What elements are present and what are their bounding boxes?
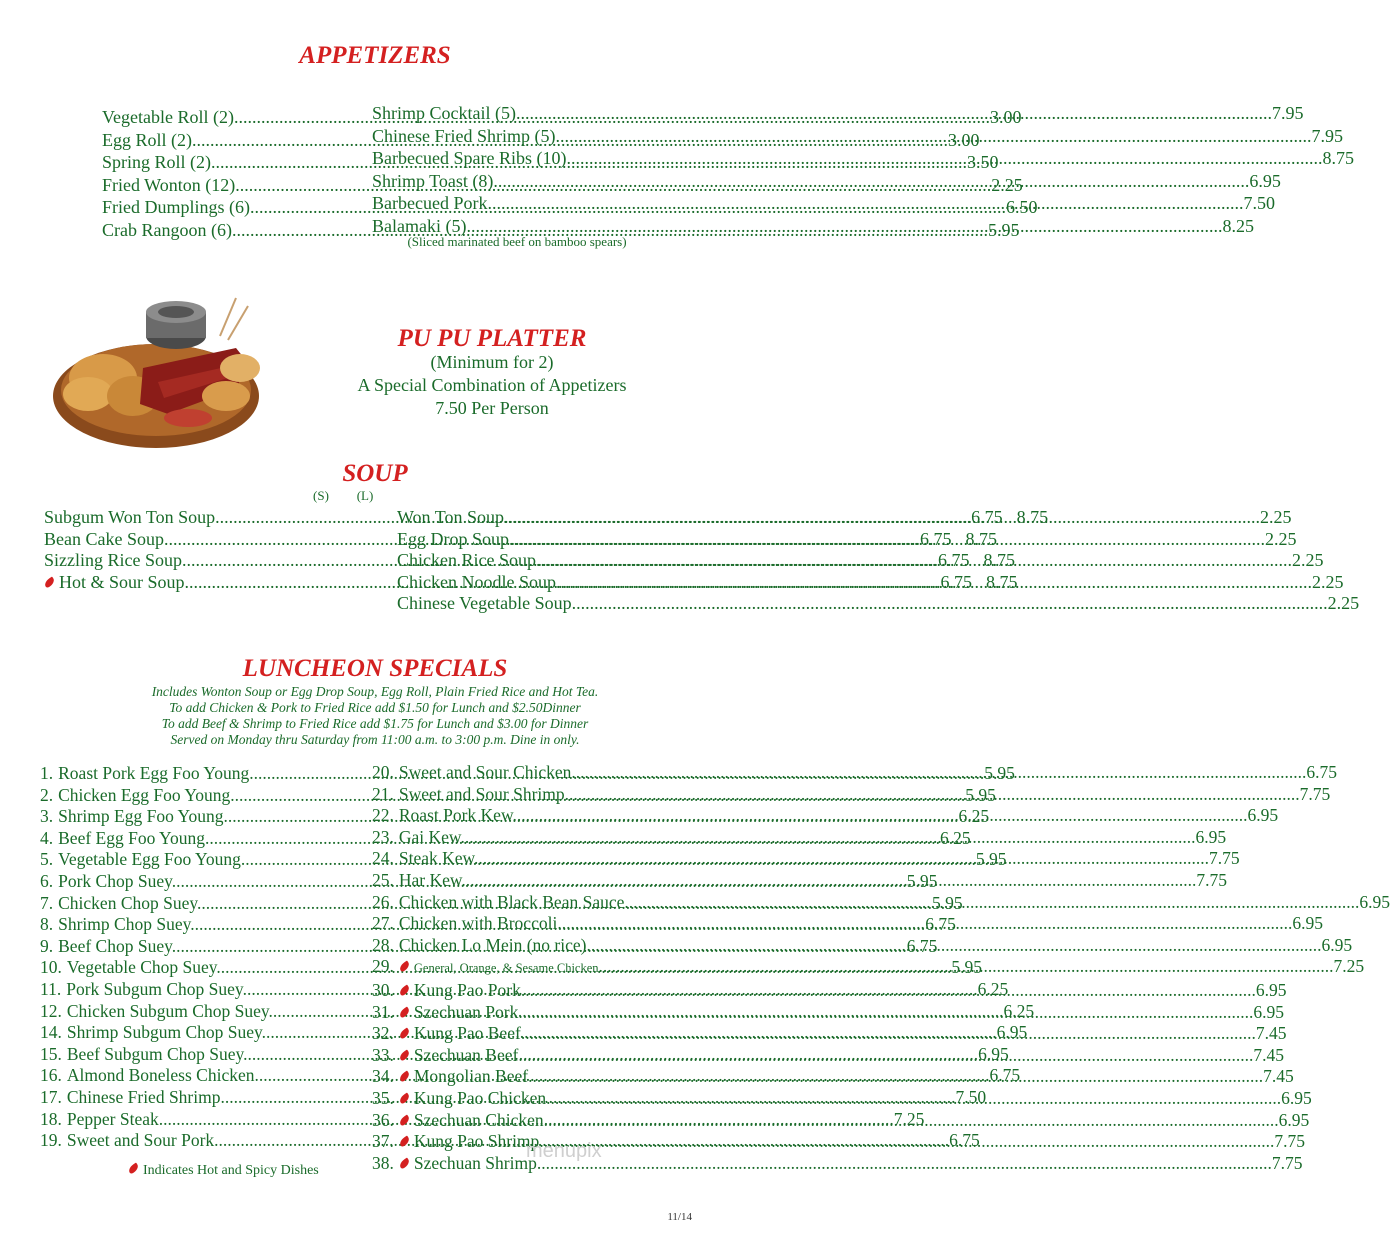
item-label: [44, 572, 185, 592]
item-price: 7.50: [1243, 193, 1275, 214]
leader-dots: [460, 827, 1195, 847]
leader-dots: [565, 784, 1300, 804]
soup-title: SOUP: [342, 460, 408, 487]
item-number: 31.: [372, 1001, 394, 1022]
chili-pepper-icon: [398, 961, 411, 973]
leader-dots: [521, 980, 1256, 1000]
pupu-platter-image: [48, 296, 263, 456]
item-name: Szechuan Pork: [413, 1001, 519, 1022]
luncheon-note-line: Served on Monday thru Saturday from 11:00 a.m. to 3:00 p.m. Dine in only.: [170, 732, 580, 747]
item-number: 12.: [40, 1000, 62, 1021]
spicy-legend: [128, 1163, 319, 1179]
item-price: 5.95: [965, 784, 996, 805]
item-number: 8.: [40, 914, 54, 935]
item-price: 5.95: [951, 957, 983, 978]
item-name: Almond Boneless Chicken: [66, 1065, 255, 1086]
item-number: 38.: [372, 1152, 394, 1173]
item-name: Chicken Noodle Soup: [397, 571, 556, 592]
leader-dots: [461, 870, 1196, 890]
item-label: [40, 936, 172, 956]
item-label: [40, 1087, 220, 1107]
item-number: 33.: [372, 1044, 394, 1065]
item-label: [372, 980, 521, 1000]
leader-dots: [509, 529, 1265, 549]
leader-dots: [474, 848, 1209, 868]
item-price: 8.75: [1322, 148, 1354, 169]
item-name: Roast Pork Egg Foo Young: [58, 763, 250, 783]
item-price: 5.95: [987, 219, 1020, 240]
item-name: Kung Pao Shrimp: [413, 1131, 540, 1152]
leader-dots: [624, 892, 1359, 912]
item-label: [372, 1153, 537, 1173]
item-name: Pork Subgum Chop Suey: [66, 978, 243, 999]
item-name: General, Orange, & Sesame Chicken: [413, 961, 599, 976]
item-name: Har Kew: [398, 869, 462, 890]
item-label: [372, 126, 555, 146]
item-label: [40, 785, 230, 805]
item-label: [40, 763, 249, 783]
item-number: 34.: [372, 1066, 394, 1087]
item-number: 15.: [40, 1043, 62, 1064]
item-name: Kung Pao Chicken: [413, 1087, 547, 1108]
chili-pepper-icon: [398, 1006, 411, 1018]
item-name: Fried Dumplings (6): [102, 197, 250, 218]
item-name: Hot & Sour Soup: [59, 571, 185, 592]
item-name: Spring Roll (2): [102, 152, 212, 173]
item-name: Egg Drop Soup: [397, 528, 509, 549]
item-name: Sweet and Sour Pork: [66, 1130, 215, 1151]
item-name: Vegetable Roll (2): [102, 107, 234, 127]
item-price-large: 8.75: [965, 528, 997, 549]
item-name: Gai Kew: [398, 826, 461, 847]
item-label: [372, 913, 557, 933]
item-number: 10.: [40, 957, 62, 978]
item-label: [372, 1002, 518, 1022]
chili-pepper-icon: [398, 1028, 411, 1040]
item-number: 11.: [40, 978, 62, 999]
item-label: [40, 806, 223, 826]
item-label: [372, 1131, 539, 1151]
item-name: Barbecued Spare Ribs (10): [372, 148, 567, 169]
item-label: [40, 893, 197, 913]
item-name: Shrimp Chop Suey: [58, 914, 191, 935]
item-price: 7.95: [1311, 125, 1343, 146]
luncheon-note-line: Includes Wonton Soup or Egg Drop Soup, Egg Roll, Plain Fried Rice and Hot Tea.: [151, 684, 599, 699]
chili-pepper-icon: [398, 984, 411, 996]
item-name: Chicken Chop Suey: [58, 892, 197, 913]
leader-dots: [466, 216, 1222, 236]
leader-dots: [528, 1066, 1263, 1086]
watermark: menupix: [526, 1140, 602, 1162]
item-price-small: 6.75: [938, 550, 970, 570]
item-name: Szechuan Shrimp: [413, 1152, 537, 1173]
item-name: Subgum Won Ton Soup: [44, 507, 216, 527]
legend-text: Indicates Hot and Spicy Dishes: [143, 1163, 319, 1178]
item-name: Szechuan Beef: [413, 1044, 519, 1065]
item-name: Shrimp Subgum Chop Suey: [66, 1022, 262, 1043]
item-name: Balamaki (5): [372, 215, 467, 236]
item-name: Chicken Rice Soup: [397, 550, 536, 570]
item-price: 7.75: [1271, 1152, 1303, 1173]
item-name: Pepper Steak: [66, 1108, 159, 1129]
leader-dots: [493, 171, 1249, 191]
luncheon-title: LUNCHEON SPECIALS: [242, 655, 508, 682]
item-price: 6.95: [1292, 913, 1323, 934]
item-price: 6.95: [978, 1043, 1009, 1064]
leader-dots: [572, 593, 1328, 613]
item-price: 3.50: [967, 152, 999, 173]
item-label: [40, 1001, 268, 1021]
item-price: 6.95: [1247, 805, 1279, 826]
item-price: 7.95: [1271, 103, 1304, 123]
item-number: 37.: [372, 1131, 394, 1152]
leader-dots: [512, 805, 1247, 825]
item-label: [372, 1045, 518, 1065]
item-name: Beef Subgum Chop Suey: [66, 1043, 244, 1064]
item-label: [40, 1130, 214, 1150]
item-price: 6.25: [1003, 1000, 1035, 1021]
leader-dots: [539, 1131, 1274, 1151]
item-number: 22.: [372, 805, 394, 826]
leader-dots: [487, 193, 1243, 213]
item-number: 3.: [40, 806, 54, 827]
item-price: 2.25: [1327, 593, 1360, 613]
item-price: 6.75: [906, 935, 938, 956]
chili-pepper-icon: [398, 1071, 411, 1083]
item-label: [372, 1088, 546, 1108]
item-price: 7.75: [1209, 848, 1240, 869]
item-label: [372, 762, 571, 782]
item-label: [40, 849, 241, 869]
leader-dots: [521, 1023, 1256, 1043]
item-price: 6.95: [996, 1022, 1028, 1043]
item-price: 6.95: [1249, 170, 1281, 191]
item-name: Mongolian Beef: [413, 1066, 529, 1087]
item-name: Sweet and Sour Chicken: [398, 762, 572, 782]
item-number: 29.: [372, 956, 394, 977]
item-label: [40, 1044, 243, 1064]
item-name: Vegetable Chop Suey: [66, 957, 217, 978]
item-price: 6.95: [1278, 1109, 1310, 1130]
item-label: [397, 593, 572, 613]
leader-dots: [557, 913, 1292, 933]
item-price: 7.45: [1253, 1044, 1284, 1065]
item-number: 36.: [372, 1109, 394, 1130]
item-price: 2.25: [1312, 571, 1344, 592]
leader-dots: [556, 572, 1312, 592]
leader-dots: [555, 126, 1311, 146]
item-label: [44, 507, 215, 527]
leader-dots: [586, 935, 1321, 955]
leader-dots: [566, 148, 1322, 168]
item-label: [372, 103, 516, 123]
item-price: 6.75: [925, 914, 956, 935]
item-number: 5.: [40, 849, 54, 870]
item-name: Chicken Lo Mein (no rice): [398, 934, 587, 955]
item-price-small: 6.75: [971, 507, 1003, 527]
item-name: Bean Cake Soup: [44, 528, 164, 549]
item-number: 23.: [372, 826, 394, 847]
pupu-title: PU PU PLATTER: [397, 325, 587, 352]
item-number: 20.: [372, 762, 394, 782]
item-name: Steak Kew: [398, 848, 475, 869]
item-price: 2.25: [1265, 528, 1297, 549]
item-price: 2.25: [1259, 507, 1292, 527]
chili-pepper-icon: [43, 576, 56, 588]
item-number: 14.: [40, 1022, 62, 1043]
item-price: 7.75: [1274, 1131, 1305, 1152]
item-price: 7.25: [893, 1108, 925, 1129]
item-price: 6.75: [949, 1130, 980, 1151]
leader-dots: [516, 103, 1272, 123]
item-label: [44, 529, 164, 549]
item-label: [102, 152, 211, 172]
menu-item: [44, 507, 1049, 529]
item-label: [372, 827, 460, 847]
chili-pepper-icon: [127, 1162, 140, 1174]
pupu-price: 7.50 Per Person: [435, 398, 549, 418]
item-label: [372, 870, 461, 890]
item-price-large: 8.75: [1016, 507, 1049, 527]
item-number: 17.: [40, 1086, 62, 1107]
item-number: 4.: [40, 827, 54, 848]
chili-pepper-icon: [398, 1092, 411, 1104]
item-name: Beef Egg Foo Young: [58, 827, 205, 848]
item-label: [102, 130, 192, 150]
item-number: 1.: [40, 763, 54, 783]
item-label: [40, 1022, 262, 1042]
item-number: 30.: [372, 979, 394, 1000]
item-price: 5.95: [984, 763, 1015, 783]
item-name: Shrimp Egg Foo Young: [58, 806, 224, 827]
item-name: Won Ton Soup: [397, 507, 504, 527]
chili-pepper-icon: [398, 1114, 411, 1126]
soup-small-header: (S): [313, 488, 329, 503]
item-label: [372, 216, 466, 236]
leader-dots: [518, 1045, 1253, 1065]
leader-dots: [544, 1110, 1279, 1130]
item-label: [40, 871, 172, 891]
leader-dots: [599, 956, 1334, 976]
leader-dots: [546, 1088, 1281, 1108]
item-price: 2.25: [991, 174, 1023, 195]
item-label: [372, 935, 586, 955]
item-number: 28.: [372, 934, 394, 955]
item-price: 6.95: [1281, 1087, 1312, 1108]
item-price: 7.45: [1263, 1066, 1294, 1087]
item-number: 25.: [372, 869, 394, 890]
item-price: 5.95: [975, 849, 1007, 870]
item-label: [372, 848, 474, 868]
item-name: Shrimp Cocktail (5): [372, 103, 516, 123]
item-price: 6.75: [989, 1065, 1021, 1086]
footer-date: 11/14: [667, 1211, 692, 1223]
pupu-minimum: (Minimum for 2): [430, 352, 554, 372]
luncheon-note-line: To add Beef & Shrimp to Fried Rice add $1.75 for Lunch and $3.00 for Dinner: [161, 716, 589, 731]
item-label: [372, 1110, 544, 1130]
item-label: [102, 175, 235, 195]
item-price: 6.75: [1306, 762, 1338, 782]
item-price: 8.25: [1222, 215, 1254, 236]
item-number: 26.: [372, 891, 394, 912]
item-price-small: 6.75: [919, 528, 952, 549]
leader-dots: [504, 507, 1260, 527]
item-price: 3.00: [989, 107, 1022, 127]
item-label: [372, 1066, 528, 1086]
item-name: Pork Chop Suey: [58, 870, 172, 891]
luncheon-note-line: To add Chicken & Pork to Fried Rice add $1.50 for Lunch and $2.50Dinner: [169, 700, 581, 715]
item-label: [44, 550, 182, 570]
item-number: 35.: [372, 1087, 394, 1108]
item-price: 6.95: [1195, 826, 1227, 847]
item-name: Chinese Fried Shrimp (5): [372, 125, 556, 146]
item-name: Roast Pork Kew: [398, 805, 513, 826]
item-name: Chinese Fried Shrimp: [66, 1086, 221, 1107]
item-label: [397, 507, 504, 527]
item-label: [397, 572, 556, 592]
item-price: 2.25: [1291, 550, 1324, 570]
item-label: [397, 550, 536, 570]
item-name: Barbecued Pork: [372, 193, 488, 214]
leader-dots: [571, 762, 1306, 782]
item-number: 32.: [372, 1023, 394, 1044]
item-label: [397, 529, 509, 549]
item-number: 18.: [40, 1108, 62, 1129]
item-label: [40, 979, 243, 999]
item-name: Kung Pao Beef: [413, 1023, 521, 1044]
item-name: Szechuan Chicken: [413, 1109, 544, 1130]
appetizers-title: APPETIZERS: [299, 42, 451, 69]
item-name: Chicken with Broccoli: [398, 913, 558, 934]
item-price-large: 8.75: [983, 550, 1015, 570]
item-name: Chicken Egg Foo Young: [58, 784, 231, 805]
item-number: 6.: [40, 870, 54, 891]
item-number: 9.: [40, 935, 54, 956]
pupu-description: A Special Combination of Appetizers: [357, 375, 627, 395]
item-number: 2.: [40, 784, 54, 805]
item-name: Crab Rangoon (6): [102, 219, 232, 240]
item-name: Chicken with Black Bean Sauce: [398, 891, 625, 912]
chili-pepper-icon: [398, 1157, 411, 1169]
item-name: Kung Pao Pork: [413, 979, 521, 1000]
item-price: 5.95: [931, 892, 963, 913]
chili-pepper-icon: [398, 1136, 411, 1148]
item-number: 7.: [40, 892, 54, 913]
menu-item: [397, 593, 1360, 615]
item-name: Shrimp Toast (8): [372, 170, 494, 191]
item-name: Fried Wonton (12): [102, 174, 236, 195]
item-label: [40, 957, 216, 977]
balamaki-note: (Sliced marinated beef on bamboo spears): [407, 234, 627, 249]
item-price: 5.95: [906, 870, 938, 891]
item-price: 6.25: [939, 827, 971, 848]
item-price: 6.25: [977, 978, 1009, 999]
item-label: [372, 784, 565, 804]
item-name: Chinese Vegetable Soup: [397, 593, 572, 613]
item-label: [40, 1065, 255, 1085]
item-label: [102, 107, 234, 127]
item-number: 16.: [40, 1065, 62, 1086]
item-name: Beef Chop Suey: [58, 935, 172, 956]
item-price: 6.50: [1006, 197, 1038, 218]
item-label: [372, 193, 487, 213]
item-price: 6.95: [1359, 891, 1390, 912]
item-label: [40, 914, 190, 934]
item-price: 6.95: [1255, 979, 1287, 1000]
item-name: Egg Roll (2): [102, 129, 192, 150]
item-price: 7.45: [1255, 1023, 1287, 1044]
item-label: [372, 171, 493, 191]
item-label: [372, 892, 624, 912]
item-label: [40, 1109, 159, 1129]
item-label: [40, 828, 205, 848]
item-price: 7.50: [955, 1086, 987, 1107]
item-price-large: 8.75: [986, 571, 1018, 592]
item-name: Sweet and Sour Shrimp: [398, 783, 565, 804]
item-label: [102, 220, 232, 240]
luncheon-notes: [0, 684, 750, 748]
item-label: [372, 148, 566, 168]
item-price-small: 6.75: [940, 571, 973, 592]
item-price: 6.95: [1253, 1001, 1284, 1022]
item-label: [372, 805, 512, 825]
item-price: 7.75: [1196, 869, 1228, 890]
item-number: 27.: [372, 913, 394, 934]
item-number: 21.: [372, 783, 394, 804]
item-label: [102, 197, 250, 217]
item-number: 24.: [372, 848, 394, 869]
leader-dots: [518, 1002, 1253, 1022]
item-price: 6.25: [958, 806, 990, 827]
item-price: 7.25: [1333, 956, 1365, 977]
soup-large-header: (L): [356, 488, 374, 503]
leader-dots: [537, 1153, 1272, 1173]
chili-pepper-icon: [398, 1049, 411, 1061]
item-number: 19.: [40, 1130, 62, 1151]
item-price: 7.75: [1299, 783, 1331, 804]
item-name: Sizzling Rice Soup: [44, 550, 182, 570]
item-price: 3.00: [948, 129, 980, 150]
item-label: [372, 956, 599, 976]
leader-dots: [536, 550, 1292, 570]
item-label: [372, 1023, 521, 1043]
item-name: Chicken Subgum Chop Suey: [66, 1000, 269, 1021]
item-name: Vegetable Egg Foo Young: [58, 849, 241, 870]
item-price: 6.95: [1321, 934, 1353, 955]
